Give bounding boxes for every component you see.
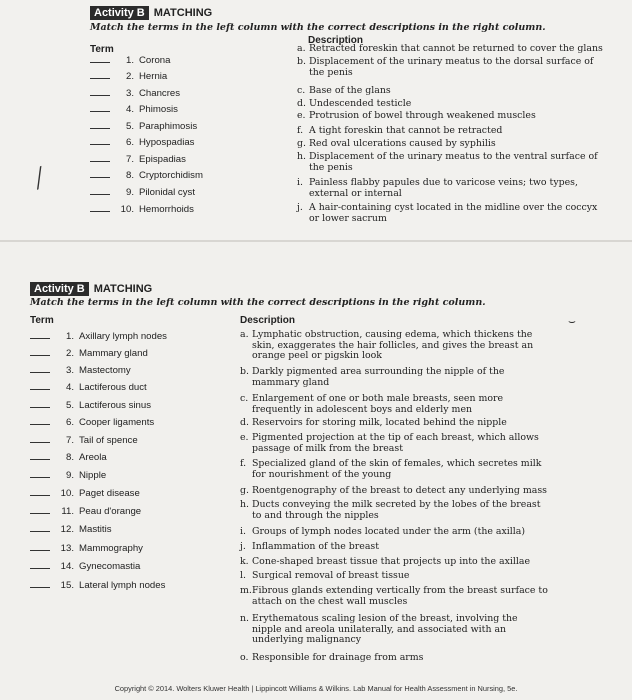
answer-blank[interactable] [30,459,50,460]
description-line: underlying malignancy [252,634,362,645]
term-number: 11. [61,506,74,517]
description-item [240,500,541,521]
term-header: Term [90,44,114,55]
description-item [240,527,525,538]
term-item [30,561,140,572]
description-item [240,433,539,454]
answer-blank[interactable] [30,407,50,408]
description-item [240,459,541,480]
term-number: 9. [65,470,74,481]
description-item [240,486,547,497]
term-text: Areola [79,452,107,463]
term-number: 3. [65,365,74,376]
description-letter: a. [240,329,249,340]
term-number: 6. [125,137,134,148]
description-line: Reservoirs for storing milk, located behind the nipple [252,417,507,428]
answer-blank[interactable] [90,177,110,178]
description-line: Displacement of the urinary meatus to the dorsal surface of [309,56,594,67]
term-item [30,417,154,428]
description-line: Displacement of the urinary meatus to the ventral surface of [309,151,598,162]
term-number: 3. [125,88,134,99]
description-line: Inflammation of the breast [252,541,380,552]
activity-title-2: MATCHING [93,283,153,295]
description-line: Cone-shaped breast tissue that projects up into the axillae [252,556,530,567]
term-text: Hypospadias [139,137,195,148]
description-line: A tight foreskin that cannot be retracted [309,125,503,136]
term-item [30,435,138,446]
activity-badge: Activity B [90,6,149,20]
answer-blank[interactable] [90,128,110,129]
answer-blank[interactable] [90,62,110,63]
description-line: Red oval ulcerations caused by syphilis [309,138,496,149]
answer-blank[interactable] [90,211,110,212]
term-item [30,488,140,499]
term-text: Phimosis [139,104,178,115]
answer-blank[interactable] [90,78,110,79]
description-line: Painless flabby papules due to varicose veins; two types, [309,177,578,188]
description-line: Undescended testicle [309,98,412,109]
term-text: Mastectomy [79,365,131,376]
term-number: 9. [125,187,134,198]
description-line: the penis [309,161,353,173]
description-item [297,139,496,150]
term-item [90,55,170,66]
term-item [90,187,195,198]
description-letter: g. [297,138,306,149]
answer-blank[interactable] [30,355,50,356]
term-text: Pilonidal cyst [139,187,195,198]
term-number: 5. [65,400,74,411]
term-number: 1. [65,331,74,342]
description-letter: c. [297,85,306,96]
description-line: attach on the chest wall muscles [252,595,408,607]
description-item [297,152,598,173]
answer-blank[interactable] [30,587,50,588]
check-mark-icon: ⌣ [568,314,576,328]
term-text: Chancres [139,88,181,99]
term-text: Tail of spence [79,435,138,446]
term-number: 4. [65,382,74,393]
term-text: Gynecomastia [79,561,141,572]
description-letter: f. [297,125,304,136]
description-line: passage of milk from the breast [252,442,403,454]
description-item [240,542,379,553]
answer-blank[interactable] [30,550,50,551]
description-line: frequently in adolescent boys and elderly men [252,403,473,415]
term-item [30,506,141,517]
term-text: Lactiferous duct [79,382,147,393]
term-item [30,400,151,411]
answer-blank[interactable] [90,194,110,195]
description-item [297,111,536,122]
activity-heading-2 [30,282,152,296]
term-item [30,580,165,591]
description-line: Specialized gland of the skin of females, which secretes milk [252,458,542,469]
term-item [90,121,197,132]
description-item [240,367,504,388]
term-item [30,365,131,376]
description-item [297,86,391,97]
description-item [240,330,533,362]
description-line: nipple and areola unilaterally, and associated with an [252,623,507,635]
description-item [240,557,530,568]
answer-blank[interactable] [90,144,110,145]
term-item [90,154,186,165]
description-item [240,653,423,664]
description-letter: o. [240,652,249,663]
term-number: 15. [60,580,74,591]
term-number: 8. [125,170,134,181]
description-letter: m. [240,585,252,596]
answer-blank[interactable] [90,95,110,96]
activity-heading [90,6,212,20]
term-number: 13. [60,543,74,554]
term-text: Cooper ligaments [79,417,155,428]
description-line: Erythematous scaling lesion of the breast, involving the [252,613,518,624]
description-item [240,394,503,415]
term-number: 4. [125,104,134,115]
term-text: Cryptorchidism [139,170,203,181]
term-item [90,104,178,115]
description-letter: f. [240,458,247,469]
term-item [90,170,203,181]
description-line: Darkly pigmented area surrounding the nipple of the [252,366,505,377]
term-text: Paraphimosis [139,121,198,132]
term-text: Lactiferous sinus [79,400,151,411]
term-item [90,204,194,215]
term-number: 10. [120,204,134,215]
description-item [297,99,411,110]
description-line: to and through the nipples [252,509,379,521]
answer-blank[interactable] [90,161,110,162]
term-item [30,543,143,554]
answer-blank[interactable] [30,372,50,373]
answer-blank[interactable] [90,111,110,112]
description-line: Groups of lymph nodes located under the arm (the axilla) [252,526,526,537]
description-letter: i. [297,177,303,188]
description-header: Description [308,35,364,46]
description-letter: i. [240,526,246,537]
activity-title: MATCHING [153,7,213,19]
activity-badge-2: Activity B [30,282,89,296]
term-text: Mammary gland [79,348,148,359]
term-text: Corona [139,55,171,66]
description-letter: b. [240,366,249,377]
description-letter: h. [240,499,250,510]
instructions-2: Match the terms in the left column with the correct descriptions in the right column. [30,297,486,308]
answer-blank[interactable] [30,338,50,339]
copyright-footer: Copyright © 2014. Wolters Kluwer Health | Lippincott Williams & Wilkins. Lab Manual for Health Assessment in Nursing, 5e. [114,684,518,693]
term-number: 7. [65,435,74,446]
description-letter: e. [240,432,249,443]
description-line: A hair-containing cyst located in the midline over the coccyx [309,202,598,213]
description-letter: d. [240,417,249,428]
instructions: Match the terms in the left column with the correct descriptions in the right column. [90,22,546,33]
description-letter: a. [297,43,306,54]
description-letter: l. [240,570,246,581]
description-line: or lower sacrum [309,212,387,224]
description-letter: b. [297,56,306,67]
term-text: Hemorrhoids [139,204,194,215]
description-letter: d. [297,98,306,109]
description-line: Ducts conveying the milk secreted by the lobes of the breast [252,499,541,510]
term-item [30,331,167,342]
term-item [30,452,107,463]
term-item [90,71,167,82]
pen-mark-icon: ╱ [30,166,49,191]
answer-blank[interactable] [30,389,50,390]
term-number: 8. [65,452,74,463]
term-item [90,137,194,148]
description-letter: n. [240,613,250,624]
answer-blank[interactable] [30,568,50,569]
term-item [30,348,148,359]
description-letter: j. [297,202,303,213]
description-item [240,418,507,429]
term-number: 6. [65,417,74,428]
term-text: Mammography [79,543,143,554]
description-line: mammary gland [252,376,330,388]
description-item [297,44,603,55]
description-item [240,586,548,607]
answer-blank[interactable] [30,477,50,478]
description-letter: e. [297,110,306,121]
description-item [297,203,597,224]
description-header-2: Description [240,315,296,326]
description-item [297,178,578,199]
answer-blank[interactable] [30,424,50,425]
description-letter: h. [297,151,307,162]
description-line: Lymphatic obstruction, causing edema, which thickens the [252,329,533,340]
term-number: 2. [65,348,74,359]
description-line: Enlargement of one or both male breasts, seen more [252,393,504,404]
description-line: Responsible for drainage from arms [252,652,424,663]
term-text: Mastitis [79,524,112,535]
term-item [30,524,112,535]
description-line: external or internal [309,187,402,199]
term-number: 12. [60,524,74,535]
term-item [90,88,180,99]
term-number: 7. [125,154,134,165]
term-item [30,470,106,481]
term-text: Axillary lymph nodes [79,331,167,342]
term-number: 2. [125,71,134,82]
term-number: 14. [60,561,74,572]
term-text: Hernia [139,71,168,82]
description-line: Surgical removal of breast tissue [252,570,410,581]
description-line: Base of the glans [309,85,391,96]
answer-blank[interactable] [30,513,50,514]
description-line: orange peel or pigskin look [252,350,382,361]
description-item [297,126,502,137]
description-line: Pigmented projection at the tip of each breast, which allows [252,432,539,443]
description-line: skin, exaggerates the hair follicles, and gives the breast an [252,339,534,351]
term-text: Peau d'orange [79,506,142,517]
term-text: Paget disease [79,488,140,499]
answer-blank[interactable] [30,531,50,532]
description-item [240,614,518,646]
top-worksheet [0,0,632,242]
term-text: Lateral lymph nodes [79,580,166,591]
description-letter: j. [240,541,246,552]
answer-blank[interactable] [30,442,50,443]
description-line: the penis [309,66,353,78]
description-line: Fibrous glands extending vertically from the breast surface to [252,585,548,596]
term-number: 10. [60,488,74,499]
term-number: 5. [125,121,134,132]
term-text: Epispadias [139,154,186,165]
description-line: Protrusion of bowel through weakened muscles [309,110,536,121]
term-item [30,382,147,393]
answer-blank[interactable] [30,495,50,496]
description-letter: k. [240,556,249,567]
term-header-2: Term [30,315,54,326]
description-line: for nourishment of the young [252,468,392,480]
description-line: Roentgenography of the breast to detect any underlying mass [252,485,547,496]
description-letter: g. [240,485,249,496]
description-letter: c. [240,393,249,404]
description-line: Retracted foreskin that cannot be returned to cover the glans [309,43,603,54]
term-text: Nipple [79,470,107,481]
description-item [297,57,593,78]
description-item [240,571,409,582]
term-number: 1. [125,55,134,66]
